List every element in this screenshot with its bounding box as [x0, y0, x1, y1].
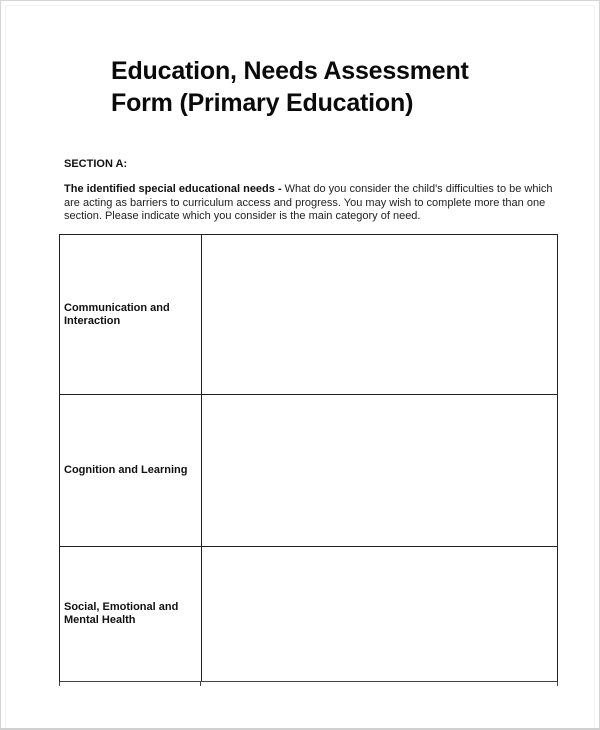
row-input-social-emotional-mental-health[interactable]	[202, 547, 557, 681]
table-row	[59, 546, 558, 682]
row-input-cognition-learning[interactable]	[202, 395, 557, 546]
row-label-cell	[60, 395, 202, 546]
row-label-communication-interaction: Communication and Interaction	[64, 301, 170, 327]
needs-table	[59, 234, 558, 686]
continuation-line-left	[59, 682, 60, 686]
intro-bold-lead: The identified special educational needs -	[64, 183, 282, 195]
row-label-cell	[60, 235, 202, 394]
continuation-line-right	[557, 682, 558, 686]
table-continuation	[59, 682, 558, 686]
section-label: SECTION A:	[64, 158, 128, 170]
document-title: Education, Needs Assessment Form (Primary Education)	[111, 57, 469, 117]
table-row	[59, 234, 558, 394]
table-row	[59, 394, 558, 546]
row-input-communication-interaction[interactable]	[202, 235, 557, 394]
row-label-social-emotional-mental-health: Social, Emotional and Mental Health	[64, 601, 179, 626]
row-label-cell	[60, 547, 202, 681]
intro-text: What do you consider the child's difficulties to be which are acting as barriers to curriculum access and progress. You may wish to complete more than one section. Please indicate which you consider is the main category of need.	[64, 183, 553, 222]
continuation-line-mid	[200, 682, 201, 686]
intro-paragraph	[64, 183, 554, 224]
row-label-cognition-learning: Cognition and Learning	[64, 464, 188, 476]
